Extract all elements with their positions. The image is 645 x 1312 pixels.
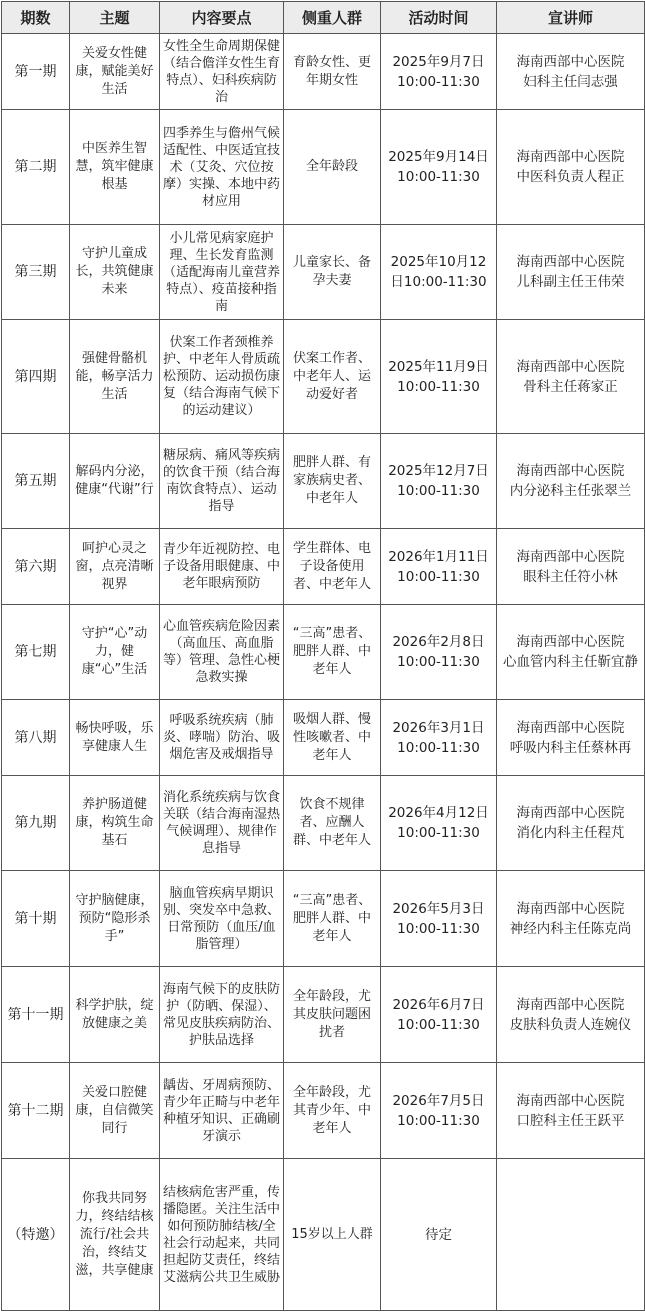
time-cell: 2025年9月7日 10:00-11:30 bbox=[381, 34, 497, 110]
audience-cell: 育龄女性、更年期女性 bbox=[284, 34, 381, 110]
time-cell: 2025年12月7日 10:00-11:30 bbox=[381, 434, 497, 529]
audience-cell: 全年龄段，尤其皮肤问题困扰者 bbox=[284, 967, 381, 1063]
time-cell: 2026年5月3日 10:00-11:30 bbox=[381, 871, 497, 967]
audience-cell: 肥胖人群、有家族病史者、中老年人 bbox=[284, 434, 381, 529]
theme-cell: 畅快呼吸，乐享健康人生 bbox=[70, 700, 160, 776]
speaker-cell: 海南西部中心医院 妇科主任闫志强 bbox=[497, 34, 645, 110]
header-period: 期数 bbox=[2, 2, 70, 34]
audience-cell: 吸烟人群、慢性咳嗽者、中老年人 bbox=[284, 700, 381, 776]
content-cell: 脑血管疾病早期识别、突发卒中急救、日常预防（血压/血脂管理） bbox=[160, 871, 284, 967]
audience-cell: 学生群体、电子设备使用者、中老年人 bbox=[284, 529, 381, 605]
speaker-cell: 海南西部中心医院 骨科主任蒋家正 bbox=[497, 320, 645, 434]
period-cell: 第四期 bbox=[2, 320, 70, 434]
content-cell: 海南气候下的皮肤防护（防晒、保湿）、常见皮肤疾病防治、护肤品选择 bbox=[160, 967, 284, 1063]
speaker-cell: 海南西部中心医院 神经内科主任陈克尚 bbox=[497, 871, 645, 967]
content-cell: 结核病危害严重，传播隐匿。关注生活中如何预防肺结核/全社会行动起来，共同担起防艾责任，终结艾滋病公共卫生威胁 bbox=[160, 1159, 284, 1311]
time-cell: 2026年2月8日 10:00-11:30 bbox=[381, 605, 497, 700]
table-row bbox=[2, 1159, 645, 1311]
lecture-schedule-table bbox=[1, 1, 645, 1311]
time-cell: 2026年1月11日 10:00-11:30 bbox=[381, 529, 497, 605]
content-cell: 心血管疾病危险因素（高血压、高血脂等）管理、急性心梗急救实操 bbox=[160, 605, 284, 700]
content-cell: 消化系统疾病与饮食关联（结合海南湿热气候调理）、规律作息指导 bbox=[160, 776, 284, 871]
content-cell: 小儿常见病家庭护理、生长发育监测（适配海南儿童营养特点）、疫苗接种指南 bbox=[160, 225, 284, 320]
table-row bbox=[2, 529, 645, 605]
header-time: 活动时间 bbox=[381, 2, 497, 34]
header-content: 内容要点 bbox=[160, 2, 284, 34]
period-cell: 第六期 bbox=[2, 529, 70, 605]
period-cell: 第八期 bbox=[2, 700, 70, 776]
audience-cell: 儿童家长、备孕夫妻 bbox=[284, 225, 381, 320]
audience-cell: “三高”患者、肥胖人群、中老年人 bbox=[284, 871, 381, 967]
content-cell: 伏案工作者颈椎养护、中老年人骨质疏松预防、运动损伤康复（结合海南气候下的运动建议） bbox=[160, 320, 284, 434]
table-row bbox=[2, 776, 645, 871]
audience-cell: 饮食不规律者、应酬人群、中老年人 bbox=[284, 776, 381, 871]
time-cell: 2025年11月9日 10:00-11:30 bbox=[381, 320, 497, 434]
speaker-cell: 海南西部中心医院 口腔科主任王跃平 bbox=[497, 1063, 645, 1159]
time-cell: 2026年4月12日 10:00-11:30 bbox=[381, 776, 497, 871]
header-row bbox=[2, 2, 645, 34]
theme-cell: 科学护肤，绽放健康之美 bbox=[70, 967, 160, 1063]
theme-cell: 中医养生智慧，筑牢健康根基 bbox=[70, 110, 160, 225]
theme-cell: 解码内分泌，健康“代谢”行 bbox=[70, 434, 160, 529]
speaker-cell: 海南西部中心医院 消化内科主任程芃 bbox=[497, 776, 645, 871]
period-cell: 第七期 bbox=[2, 605, 70, 700]
content-cell: 青少年近视防控、电子设备用眼健康、中老年眼病预防 bbox=[160, 529, 284, 605]
speaker-cell bbox=[497, 1159, 645, 1311]
period-cell: 第十二期 bbox=[2, 1063, 70, 1159]
table-row bbox=[2, 320, 645, 434]
theme-cell: 关爱女性健康，赋能美好生活 bbox=[70, 34, 160, 110]
time-cell: 2026年6月7日 10:00-11:30 bbox=[381, 967, 497, 1063]
theme-cell: 守护儿童成长，共筑健康未来 bbox=[70, 225, 160, 320]
table-row bbox=[2, 34, 645, 110]
content-cell: 龋齿、牙周病预防、青少年正畸与中老年种植牙知识、正确刷牙演示 bbox=[160, 1063, 284, 1159]
audience-cell: 15岁以上人群 bbox=[284, 1159, 381, 1311]
content-cell: 女性全生命周期保健（结合儋洋女性生育特点）、妇科疾病防治 bbox=[160, 34, 284, 110]
period-cell: （特邀） bbox=[2, 1159, 70, 1311]
content-cell: 四季养生与儋州气候适配性、中医适宜技术（艾灸、穴位按摩）实操、本地中药材应用 bbox=[160, 110, 284, 225]
period-cell: 第十一期 bbox=[2, 967, 70, 1063]
table-row bbox=[2, 110, 645, 225]
speaker-cell: 海南西部中心医院 儿科副主任王伟荣 bbox=[497, 225, 645, 320]
period-cell: 第三期 bbox=[2, 225, 70, 320]
theme-cell: 你我共同努力，终结结核流行/社会共治，终结艾滋，共享健康 bbox=[70, 1159, 160, 1311]
audience-cell: 全年龄段，尤其青少年、中老年人 bbox=[284, 1063, 381, 1159]
theme-cell: 守护“心”动力，健康“心”生活 bbox=[70, 605, 160, 700]
table-row bbox=[2, 1063, 645, 1159]
speaker-cell: 海南西部中心医院 内分泌科主任张翠兰 bbox=[497, 434, 645, 529]
speaker-cell: 海南西部中心医院 心血管内科主任靳宜静 bbox=[497, 605, 645, 700]
time-cell: 2026年3月1日 10:00-11:30 bbox=[381, 700, 497, 776]
speaker-cell: 海南西部中心医院 呼吸内科主任蔡林再 bbox=[497, 700, 645, 776]
time-cell: 待定 bbox=[381, 1159, 497, 1311]
header-theme: 主题 bbox=[70, 2, 160, 34]
speaker-cell: 海南西部中心医院 中医科负责人程正 bbox=[497, 110, 645, 225]
time-cell: 2026年7月5日 10:00-11:30 bbox=[381, 1063, 497, 1159]
header-audience: 侧重人群 bbox=[284, 2, 381, 34]
speaker-cell: 海南西部中心医院 皮肤科负责人连婉仪 bbox=[497, 967, 645, 1063]
period-cell: 第九期 bbox=[2, 776, 70, 871]
content-cell: 呼吸系统疾病（肺炎、哮喘）防治、吸烟危害及戒烟指导 bbox=[160, 700, 284, 776]
table-row bbox=[2, 225, 645, 320]
audience-cell: 全年龄段 bbox=[284, 110, 381, 225]
time-cell: 2025年9月14日 10:00-11:30 bbox=[381, 110, 497, 225]
theme-cell: 养护肠道健康，构筑生命基石 bbox=[70, 776, 160, 871]
audience-cell: 伏案工作者、中老年人、运动爱好者 bbox=[284, 320, 381, 434]
period-cell: 第十期 bbox=[2, 871, 70, 967]
period-cell: 第一期 bbox=[2, 34, 70, 110]
header-speaker: 宣讲师 bbox=[497, 2, 645, 34]
theme-cell: 守护脑健康，预防“隐形杀手” bbox=[70, 871, 160, 967]
content-cell: 糖尿病、痛风等疾病的饮食干预（结合海南饮食特点）、运动指导 bbox=[160, 434, 284, 529]
theme-cell: 呵护心灵之窗，点亮清晰视界 bbox=[70, 529, 160, 605]
table-row bbox=[2, 871, 645, 967]
audience-cell: “三高”患者、肥胖人群、中老年人 bbox=[284, 605, 381, 700]
table-row bbox=[2, 700, 645, 776]
period-cell: 第五期 bbox=[2, 434, 70, 529]
time-cell: 2025年10月12 日10:00-11:30 bbox=[381, 225, 497, 320]
table-row bbox=[2, 967, 645, 1063]
theme-cell: 强健骨骼机能，畅享活力生活 bbox=[70, 320, 160, 434]
table-row bbox=[2, 434, 645, 529]
theme-cell: 关爱口腔健康，自信微笑同行 bbox=[70, 1063, 160, 1159]
speaker-cell: 海南西部中心医院 眼科主任符小林 bbox=[497, 529, 645, 605]
period-cell: 第二期 bbox=[2, 110, 70, 225]
table-row bbox=[2, 605, 645, 700]
